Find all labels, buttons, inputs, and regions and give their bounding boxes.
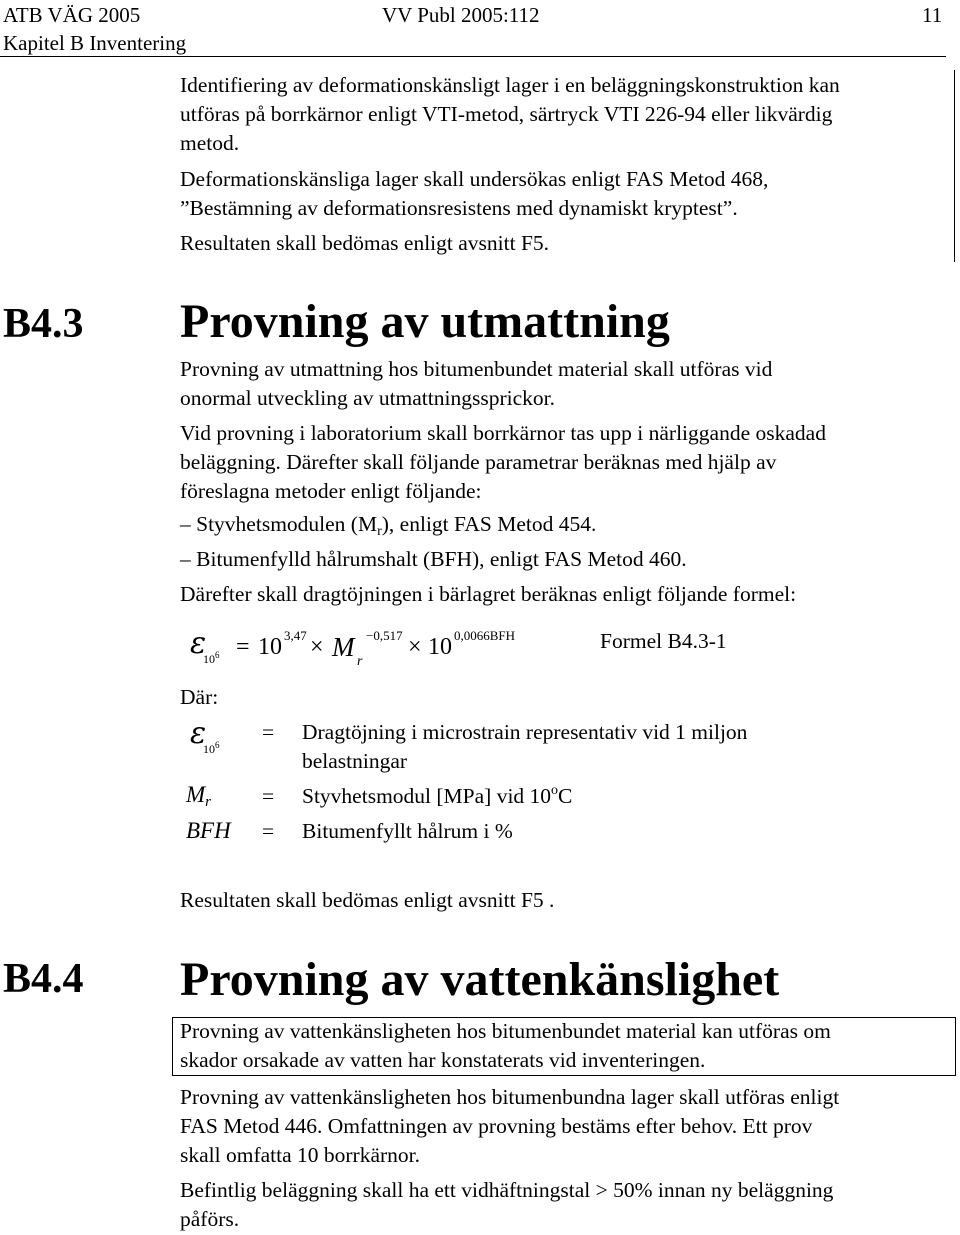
formula-label: Formel B4.3-1 xyxy=(600,629,727,653)
definition-symbol: BFH xyxy=(186,818,231,843)
boxed-text: skador orsakade av vatten har konstaterats vid inventeringen. xyxy=(180,1048,706,1072)
formula-subscript: $10^6$ xyxy=(203,650,220,666)
body-text: Befintlig beläggning skall ha ett vidhäftningstal > 50% innan ny beläggning xyxy=(180,1178,834,1202)
body-text: Provning av vattenkänsligheten hos bitumenbundna lager skall utföras enligt xyxy=(180,1085,840,1109)
definition-symbol: ε $10^6$ xyxy=(190,716,220,756)
definition-text: Dragtöjning i microstrain representativ vid 1 miljon xyxy=(302,720,748,744)
body-text: beläggning. Därefter skall följande parametrar beräknas med hjälp av xyxy=(180,450,777,474)
definition-text: belastningar xyxy=(302,749,408,773)
epsilon-symbol: ε xyxy=(190,626,207,661)
intro-text: Resultaten skall bedömas enligt avsnitt F5. xyxy=(180,231,550,255)
section-title: Provning av utmattning xyxy=(180,295,670,348)
body-text: Provning av utmattning hos bitumenbundet material skall utföras vid xyxy=(180,357,773,381)
intro-text: metod. xyxy=(180,131,240,155)
formula-exponent: 3,47 xyxy=(284,628,307,643)
page-number: 11 xyxy=(922,3,943,27)
definition-equals: = xyxy=(262,720,275,744)
formula-subscript: r xyxy=(357,654,363,669)
body-text: Därefter skall dragtöjningen i bärlagret beräknas enligt följande formel: xyxy=(180,582,797,606)
definition-text: Styvhetsmodul [MPa] vid 10$^o$C xyxy=(302,783,573,808)
header-rule xyxy=(0,56,946,57)
section-number: B4.3 xyxy=(3,301,84,347)
section-title: Provning av vattenkänslighet xyxy=(180,953,780,1006)
bullet-item: – Bitumenfylld hålrumshalt (BFH), enligt FAS Metod 460. xyxy=(180,547,687,571)
body-text: skall omfatta 10 borrkärnor. xyxy=(180,1143,421,1167)
intro-text: ”Bestämning av deformationsresistens med dynamiskt kryptest”. xyxy=(180,196,738,220)
definition-equals: = xyxy=(262,784,275,808)
chapter-title: Kapitel B Inventering xyxy=(3,31,187,55)
intro-text: Deformationskänsliga lager skall undersökas enligt FAS Metod 468, xyxy=(180,167,769,191)
formula-equals: = xyxy=(236,634,250,660)
definition-symbol: Mr xyxy=(186,782,212,810)
body-text: påförs. xyxy=(180,1207,240,1231)
formula-M: M xyxy=(332,632,355,662)
formula-exponent: 0,0066BFH xyxy=(454,628,516,643)
definition-equals: = xyxy=(262,819,275,843)
where-label: Där: xyxy=(180,685,219,709)
formula xyxy=(190,622,590,672)
formula-base: 10 xyxy=(258,634,282,660)
formula-base: 10 xyxy=(428,634,452,660)
bullet-item: – Styvhetsmodulen (Mr), enligt FAS Metod 454. xyxy=(180,512,597,539)
body-text: FAS Metod 446. Omfattningen av provning bestäms efter behov. Ett prov xyxy=(180,1114,813,1138)
formula-times: × xyxy=(310,634,324,660)
definition-text: Bitumenfyllt hålrum i % xyxy=(302,819,513,843)
intro-text: utföras på borrkärnor enligt VTI-metod, särtryck VTI 226-94 eller likvärdig xyxy=(180,102,833,126)
publication-number: VV Publ 2005:112 xyxy=(382,3,540,27)
section-number: B4.4 xyxy=(3,956,84,1002)
body-text: Resultaten skall bedömas enligt avsnitt F5 . xyxy=(180,888,555,912)
revision-bar xyxy=(954,70,955,262)
doc-series: ATB VÄG 2005 xyxy=(3,3,141,27)
boxed-text: Provning av vattenkänsligheten hos bitumenbundet material kan utföras om xyxy=(180,1019,831,1043)
formula-exponent: −0,517 xyxy=(366,628,403,643)
body-text: Vid provning i laboratorium skall borrkärnor tas upp i närliggande oskadad xyxy=(180,421,826,445)
body-text: föreslagna metoder enligt följande: xyxy=(180,479,482,503)
body-text: onormal utveckling av utmattningssprickor. xyxy=(180,386,555,410)
intro-text: Identifiering av deformationskänsligt lager i en beläggningskonstruktion kan xyxy=(180,73,840,97)
formula-times: × xyxy=(408,634,422,660)
